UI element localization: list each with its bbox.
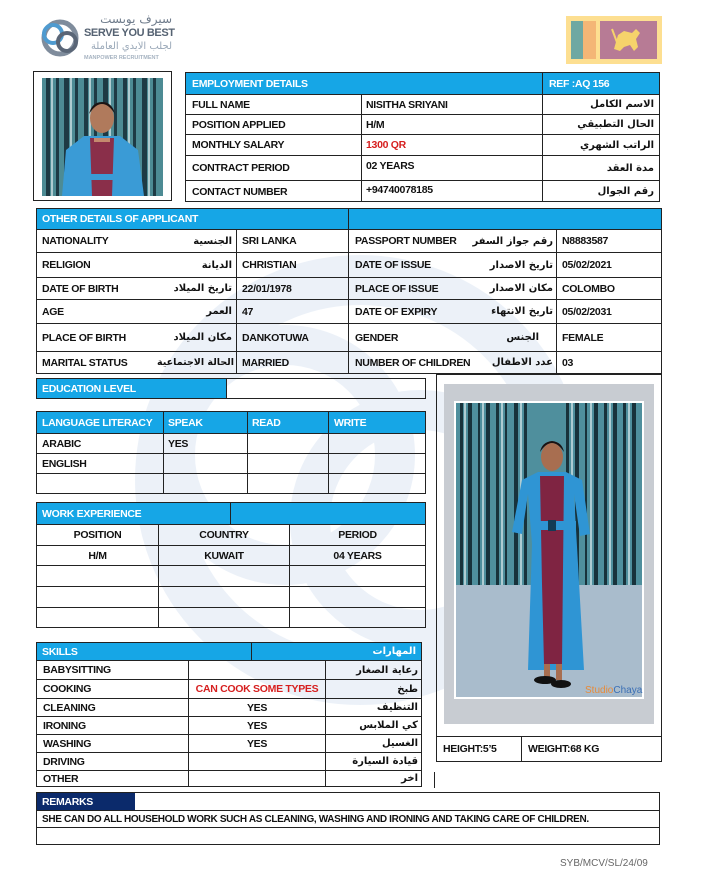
passport-number-value: N8883587 [562, 235, 609, 247]
document-code: SYB/MCV/SL/24/09 [560, 858, 648, 869]
skill-babysitting-label: BABYSITTING [43, 664, 111, 676]
skill-babysitting-value [189, 661, 325, 679]
contract-period-arabic: مدة العقد [606, 162, 654, 174]
arabic-speak: YES [168, 437, 189, 450]
logo-knot-icon [38, 14, 82, 62]
gender-arabic: الجنس [506, 332, 539, 343]
english-speak [168, 454, 244, 473]
place-of-birth-arabic: مكان الميلاد [173, 332, 232, 343]
studio-name: Chaya [613, 685, 643, 696]
date-of-birth-value: 22/01/1978 [242, 282, 292, 295]
language-arabic: ARABIC [42, 437, 82, 450]
religion-arabic: الديانة [201, 259, 232, 271]
full-name-value: NISITHA SRIYANI [366, 98, 448, 111]
sri-lanka-flag-icon [566, 16, 662, 64]
date-of-expiry-label: DATE OF EXPIRY [355, 305, 438, 318]
logo-arabic-name: سيرف يوبست [100, 12, 172, 26]
marital-status-arabic: الحالة الاجتماعية [157, 357, 234, 368]
position-applied-arabic: الحال التطبيقي [577, 119, 654, 130]
place-of-birth-label: PLACE OF BIRTH [42, 331, 126, 344]
skill-other-arabic: اخر [401, 773, 418, 784]
work-position-value: H/M [88, 549, 107, 562]
language-literacy-col-header: LANGUAGE LITERACY [42, 416, 153, 429]
education-level-title: EDUCATION LEVEL [42, 382, 136, 395]
marital-status-value: MARRIED [242, 356, 289, 369]
skill-washing-value: YES [246, 737, 268, 750]
remarks-title: REMARKS [42, 795, 93, 808]
position-col-header: POSITION [73, 529, 122, 541]
position-applied-label: POSITION APPLIED [192, 118, 286, 131]
work-period-value: 04 YEARS [333, 549, 382, 562]
language-english: ENGLISH [42, 457, 87, 470]
company-logo [38, 12, 174, 64]
skill-ironing-value: YES [246, 719, 268, 732]
position-applied-value: H/M [366, 118, 385, 131]
skill-cleaning-label: CLEANING [43, 701, 96, 714]
skill-babysitting-arabic: رعاية الصغار [356, 664, 418, 676]
monthly-salary-label: MONTHLY SALARY [192, 139, 285, 151]
write-col-header: WRITE [334, 416, 367, 429]
gender-value: FEMALE [562, 331, 604, 344]
gender-label: GENDER [355, 331, 399, 344]
english-write [334, 454, 422, 473]
skill-cooking-arabic: طبخ [397, 683, 418, 695]
passport-number-label: PASSPORT NUMBER [355, 235, 457, 247]
place-of-issue-arabic: مكان الاصدار [489, 283, 553, 294]
read-col-header: READ [252, 416, 281, 429]
date-of-expiry-arabic: تاريخ الانتهاء [491, 306, 553, 317]
nationality-arabic: الجنسية [193, 235, 232, 247]
employment-details-title: EMPLOYMENT DETAILS [192, 77, 308, 90]
skill-cleaning-value: YES [246, 701, 268, 714]
skills-title: SKILLS [42, 645, 78, 658]
logo-arabic-tagline: لجلب الايدي العاملة [90, 41, 172, 52]
photo-studio-watermark [585, 684, 642, 697]
reference-number: REF :AQ 156 [549, 77, 610, 90]
contact-number-label: CONTACT NUMBER [192, 185, 288, 198]
full-name-arabic: الاسم الكامل [590, 99, 654, 110]
applicant-full-body-photo [444, 384, 654, 724]
logo-english-name: SERVE YOU BEST [84, 27, 175, 39]
place-of-issue-value: COLOMBO [562, 282, 615, 295]
marital-status-label: MARITAL STATUS [42, 356, 128, 369]
logo-english-tagline: MANPOWER RECRUITMENT [84, 55, 159, 61]
date-of-birth-label: DATE OF BIRTH [42, 282, 119, 295]
age-arabic: العمر [206, 306, 232, 317]
place-of-birth-value: DANKOTUWA [242, 331, 309, 344]
speak-col-header: SPEAK [168, 416, 203, 429]
contract-period-label: CONTRACT PERIOD [192, 162, 290, 174]
height-value: HEIGHT:5’5 [443, 743, 497, 755]
weight-value: WEIGHT:68 KG [528, 743, 600, 755]
skill-washing-label: WASHING [43, 737, 92, 750]
date-of-birth-arabic: تاريخ الميلاد [173, 283, 232, 294]
nationality-label: NATIONALITY [42, 235, 109, 247]
skill-washing-arabic: الغسيل [381, 738, 418, 749]
skill-other-label: OTHER [43, 772, 79, 785]
studio-text: Studio [585, 685, 614, 696]
contract-period-value: 02 YEARS [366, 160, 415, 172]
passport-number-arabic: رقم جواز السفر [472, 235, 553, 247]
religion-label: RELIGION [42, 259, 91, 271]
religion-value: CHRISTIAN [242, 259, 297, 271]
date-of-issue-label: DATE OF ISSUE [355, 259, 431, 271]
other-details-title: OTHER DETAILS OF APPLICANT [42, 213, 199, 225]
contact-number-arabic: رقم الجوال [597, 186, 654, 197]
place-of-issue-label: PLACE OF ISSUE [355, 282, 439, 295]
age-value: 47 [242, 305, 254, 318]
age-label: AGE [42, 305, 64, 318]
arabic-read [252, 434, 324, 453]
work-experience-title: WORK EXPERIENCE [42, 507, 142, 520]
profile-photo-frame [33, 71, 172, 201]
period-col-header: PERIOD [338, 529, 377, 541]
skill-cooking-label: COOKING [43, 683, 92, 695]
applicant-portrait-photo [42, 78, 163, 196]
work-country-value: KUWAIT [204, 549, 244, 562]
skills-title-arabic: المهارات [372, 646, 416, 657]
arabic-write [334, 434, 422, 453]
date-of-issue-value: 05/02/2021 [562, 259, 612, 271]
full-name-label: FULL NAME [192, 98, 250, 111]
number-of-children-arabic: عدد الاطفال [491, 357, 553, 368]
skill-cooking-value: CAN COOK SOME TYPES [195, 683, 319, 695]
skill-cleaning-arabic: التنظيف [376, 702, 418, 713]
skill-driving-arabic: قيادة السيارة [352, 756, 418, 767]
monthly-salary-arabic: الراتب الشهري [580, 139, 654, 151]
remarks-text: SHE CAN DO ALL HOUSEHOLD WORK SUCH AS CLEANING, WASHING AND IRONING AND TAKING CARE OF CHILDREN. [42, 813, 589, 825]
date-of-issue-arabic: تاريخ الاصدار [489, 259, 553, 271]
english-read [252, 454, 324, 473]
number-of-children-label: NUMBER OF CHILDREN [355, 356, 471, 369]
skill-other-value [189, 771, 325, 786]
contact-number-value: +94740078185 [366, 184, 433, 196]
country-col-header: COUNTRY [199, 529, 249, 541]
skill-driving-label: DRIVING [43, 755, 85, 768]
date-of-expiry-value: 05/02/2031 [562, 305, 612, 318]
skill-ironing-label: IRONING [43, 719, 86, 732]
number-of-children-value: 03 [562, 356, 574, 369]
monthly-salary-value: 1300 QR [366, 139, 406, 151]
skill-driving-value [189, 753, 325, 770]
education-level-value [232, 379, 422, 398]
nationality-value: SRI LANKA [242, 235, 297, 247]
skill-ironing-arabic: كي الملابس [359, 720, 418, 731]
